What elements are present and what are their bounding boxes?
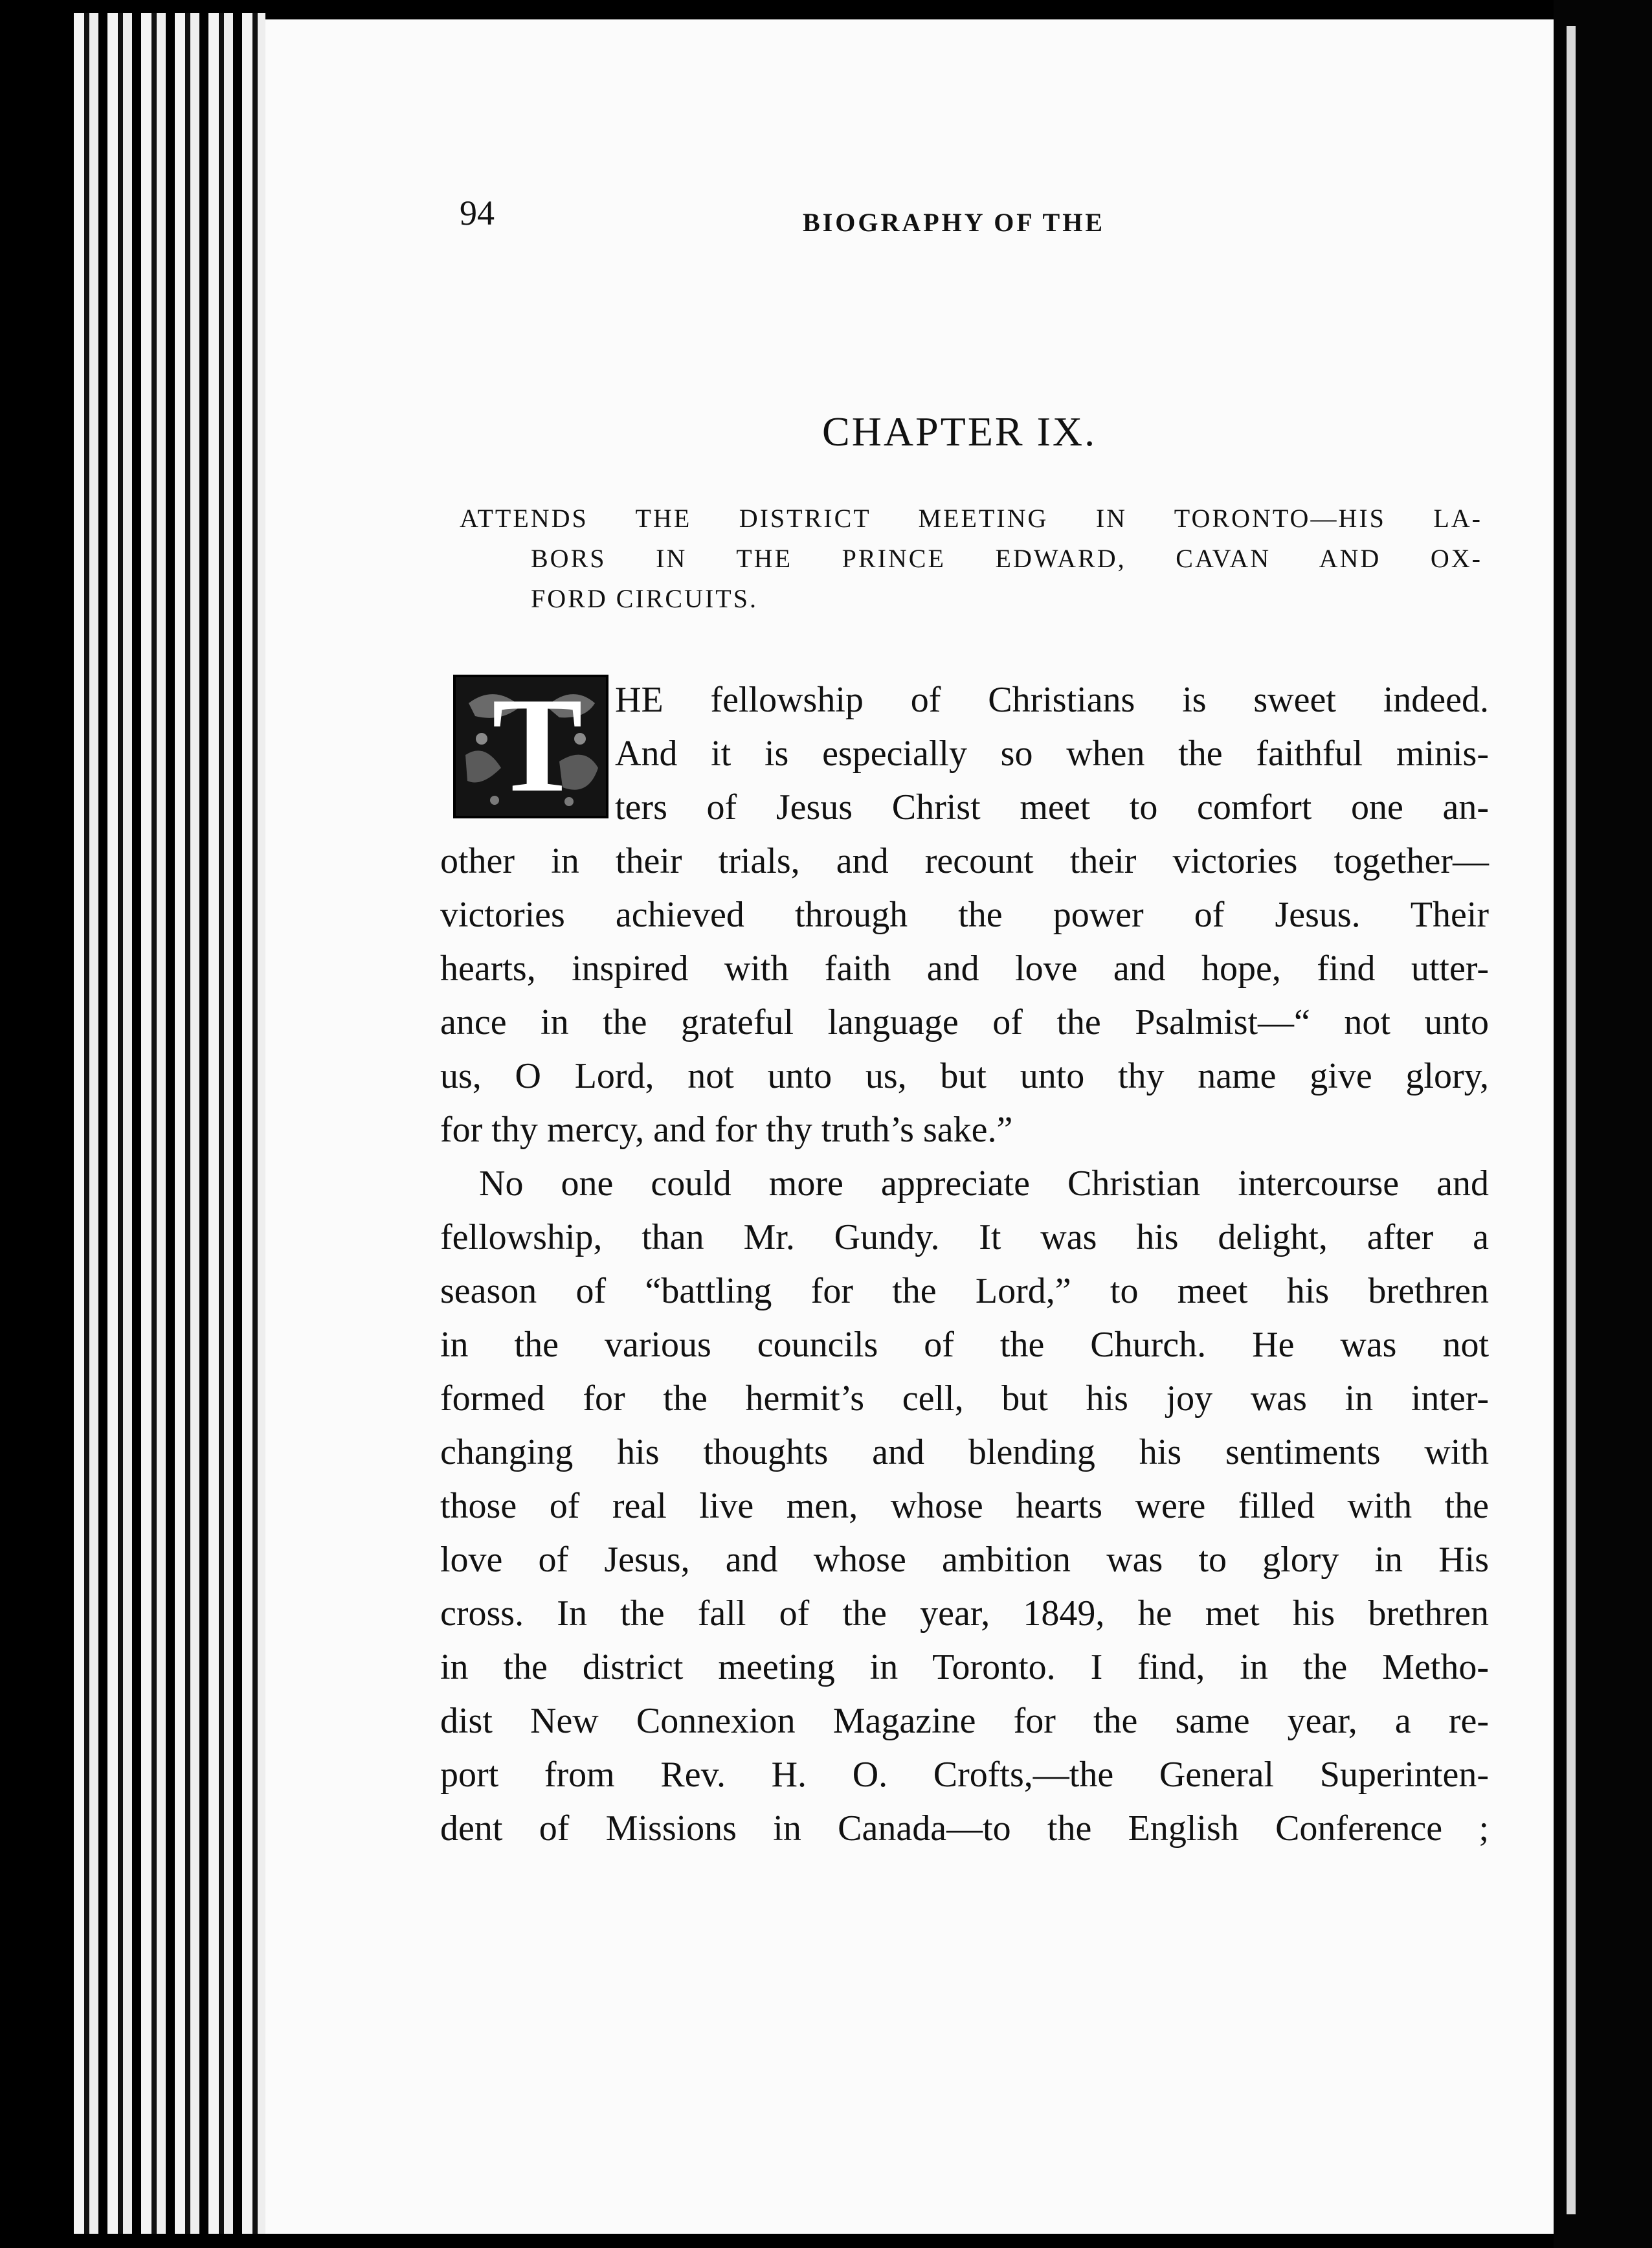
page-number: 94 bbox=[460, 194, 495, 232]
drop-cap-letter: T bbox=[492, 670, 583, 820]
book-page bbox=[265, 19, 1554, 2234]
text-line: love of Jesus, and whose ambition was to glory in His bbox=[440, 1540, 1489, 1580]
text-line: cross. In the fall of the year, 1849, he met his brethren bbox=[440, 1593, 1489, 1634]
text-line: port from Rev. H. O. Crofts,—the General Superinten- bbox=[440, 1755, 1489, 1795]
text-line: formed for the hermit’s cell, but his joy was in inter- bbox=[440, 1378, 1489, 1419]
chapter-title: CHAPTER IX. bbox=[822, 409, 1097, 455]
summary-line: BORS IN THE PRINCE EDWARD, CAVAN AND OX- bbox=[531, 544, 1482, 573]
text-line: season of “battling for the Lord,” to meet his brethren bbox=[440, 1271, 1489, 1311]
text-line: ters of Jesus Christ meet to comfort one an- bbox=[615, 787, 1489, 827]
text-line: us, O Lord, not unto us, but unto thy name give glory, bbox=[440, 1056, 1489, 1096]
text-line: No one could more appreciate Christian intercourse and bbox=[479, 1163, 1489, 1204]
body-text bbox=[440, 670, 1489, 1856]
text-line: for thy mercy, and for thy truth’s sake.” bbox=[440, 1110, 1013, 1150]
text-line: HE fellowship of Christians is sweet indeed. bbox=[615, 680, 1489, 720]
summary-line: FORD CIRCUITS. bbox=[531, 584, 758, 613]
text-line: other in their trials, and recount their victories together— bbox=[440, 841, 1489, 881]
text-line: changing his thoughts and blending his sentiments with bbox=[440, 1432, 1489, 1472]
text-line: hearts, inspired with faith and love and hope, find utter- bbox=[440, 949, 1489, 989]
text-line: ance in the grateful language of the Psalmist—“ not unto bbox=[440, 1002, 1489, 1042]
text-line: And it is especially so when the faithful minis- bbox=[615, 734, 1489, 774]
book-page-edges bbox=[65, 13, 265, 2234]
running-head: BIOGRAPHY OF THE bbox=[803, 208, 1106, 237]
text-line: dent of Missions in Canada—to the English Conference ; bbox=[440, 1808, 1489, 1849]
text-line: fellowship, than Mr. Gundy. It was his delight, after a bbox=[440, 1217, 1489, 1257]
chapter-summary bbox=[460, 499, 1482, 619]
text-line: dist New Connexion Magazine for the same year, a re- bbox=[440, 1701, 1489, 1741]
text-line: victories achieved through the power of Jesus. Their bbox=[440, 895, 1489, 935]
text-line: those of real live men, whose hearts were filled with the bbox=[440, 1486, 1489, 1526]
book-gutter-edge bbox=[1567, 26, 1576, 2214]
summary-line: ATTENDS THE DISTRICT MEETING IN TORONTO—HIS LA- bbox=[460, 504, 1482, 533]
text-line: in the various councils of the Church. He was not bbox=[440, 1325, 1489, 1365]
text-line: in the district meeting in Toronto. I find, in the Metho- bbox=[440, 1647, 1489, 1687]
